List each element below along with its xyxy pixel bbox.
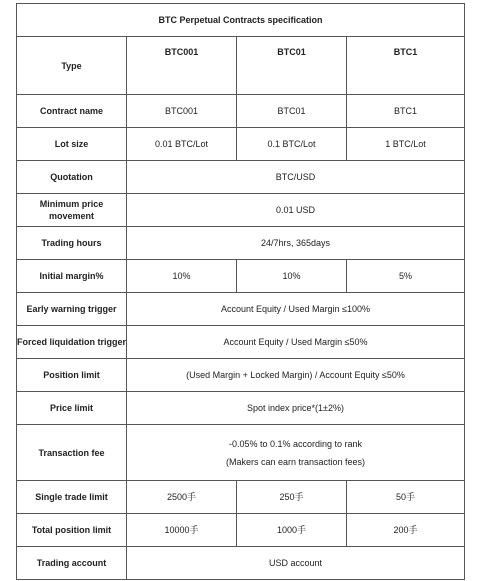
cell-value: Account Equity / Used Margin ≤100% — [127, 293, 465, 326]
cell-value: Spot index price*(1±2%) — [127, 392, 465, 425]
table-row — [17, 481, 465, 514]
cell-value: BTC/USD — [127, 161, 465, 194]
table-row — [17, 547, 465, 580]
table-row — [17, 326, 465, 359]
cell-value: 10000手 — [127, 514, 237, 547]
table-row — [17, 95, 465, 128]
table-row — [17, 194, 465, 227]
cell-value: 10% — [127, 260, 237, 293]
row-label-single-trade-limit: Single trade limit — [17, 481, 127, 514]
row-label-contract-name: Contract name — [17, 95, 127, 128]
fee-line-1: -0.05% to 0.1% according to rank — [228, 438, 363, 449]
row-label-total-position-limit: Total position limit — [17, 514, 127, 547]
table-row — [17, 227, 465, 260]
table-row — [17, 161, 465, 194]
column-header-btc01: BTC01 — [237, 37, 347, 95]
cell-value: 24/7hrs, 365days — [127, 227, 465, 260]
cell-value: 1000手 — [237, 514, 347, 547]
cell-value: 250手 — [237, 481, 347, 514]
cell-value: 1 BTC/Lot — [347, 128, 465, 161]
table-title: BTC Perpetual Contracts specification — [17, 4, 465, 37]
column-header-btc1: BTC1 — [347, 37, 465, 95]
cell-value: 0.01 BTC/Lot — [127, 128, 237, 161]
cell-value: 200手 — [347, 514, 465, 547]
cell-value: BTC1 — [347, 95, 465, 128]
table-row — [17, 392, 465, 425]
cell-value: BTC01 — [237, 95, 347, 128]
cell-value: 0.01 USD — [127, 194, 465, 227]
cell-value-multiline — [127, 425, 465, 481]
spec-table — [16, 3, 465, 580]
row-label-trading-hours: Trading hours — [17, 227, 127, 260]
table-row — [17, 128, 465, 161]
row-label-min-price: Minimum price movement — [17, 194, 127, 227]
table-row — [17, 514, 465, 547]
row-label-lot-size: Lot size — [17, 128, 127, 161]
cell-value: Account Equity / Used Margin ≤50% — [127, 326, 465, 359]
row-label-transaction-fee: Transaction fee — [17, 425, 127, 481]
row-label-initial-margin: Initial margin% — [17, 260, 127, 293]
cell-value: USD account — [127, 547, 465, 580]
row-label-trading-account: Trading account — [17, 547, 127, 580]
table-row — [17, 260, 465, 293]
row-label-type: Type — [17, 37, 127, 95]
cell-value: BTC001 — [127, 95, 237, 128]
cell-value: 5% — [347, 260, 465, 293]
column-header-btc001: BTC001 — [127, 37, 237, 95]
row-label-position-limit: Position limit — [17, 359, 127, 392]
table-row — [17, 293, 465, 326]
cell-value: 0.1 BTC/Lot — [237, 128, 347, 161]
cell-value: (Used Margin + Locked Margin) / Account Equity ≤50% — [127, 359, 465, 392]
row-label-quotation: Quotation — [17, 161, 127, 194]
table-row — [17, 37, 465, 95]
table-row — [17, 359, 465, 392]
row-label-early-warning: Early warning trigger — [17, 293, 127, 326]
row-label-price-limit: Price limit — [17, 392, 127, 425]
cell-value: 2500手 — [127, 481, 237, 514]
row-label-forced-liquidation: Forced liquidation trigger — [17, 326, 127, 359]
cell-value: 10% — [237, 260, 347, 293]
cell-value: 50手 — [347, 481, 465, 514]
fee-line-2: (Makers can earn transaction fees) — [225, 456, 366, 467]
table-row — [17, 425, 465, 481]
